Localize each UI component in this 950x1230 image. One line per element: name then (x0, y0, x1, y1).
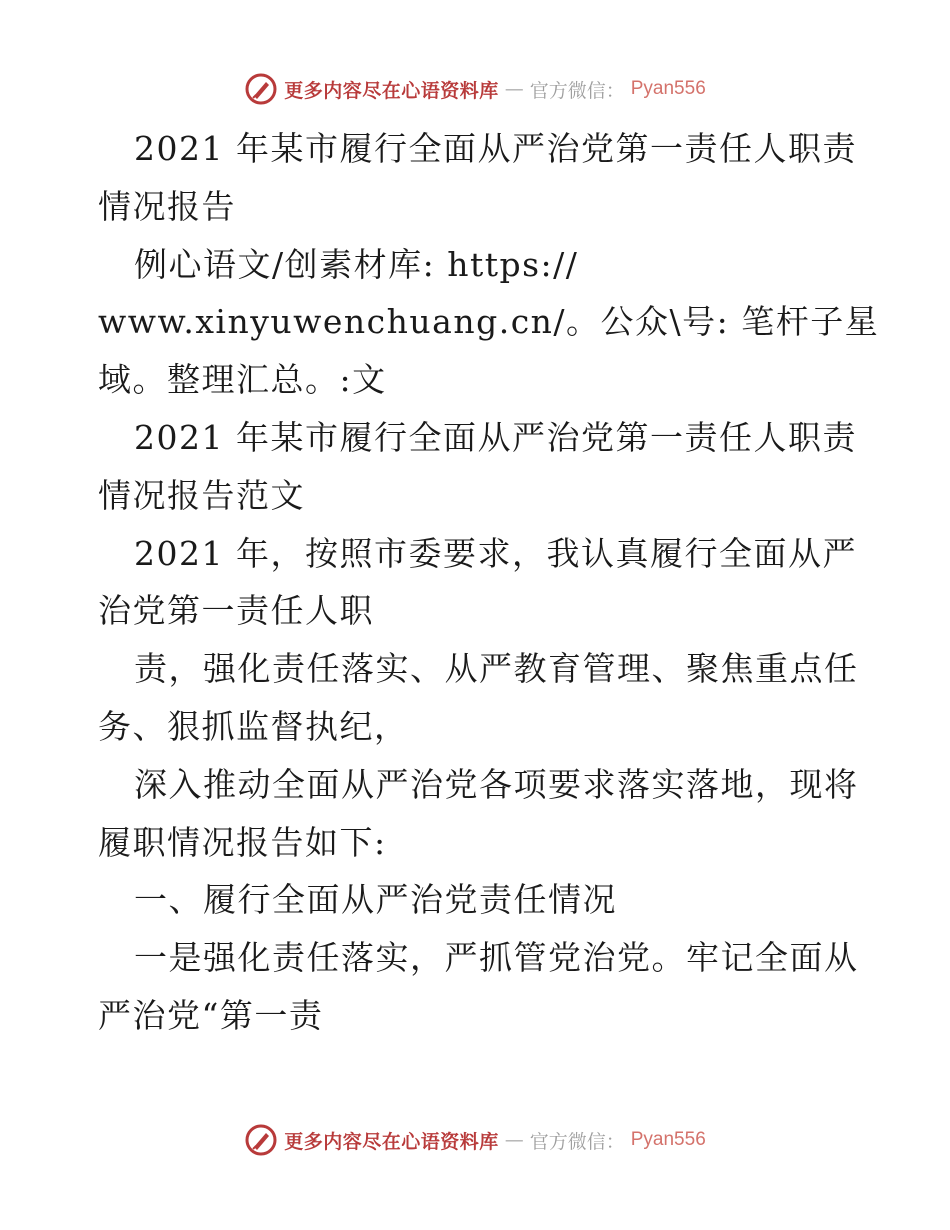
watermark-site-text: 更多内容尽在心语资料库 (284, 79, 499, 102)
watermark-site-text: 更多内容尽在心语资料库 (284, 1130, 499, 1153)
header-watermark (0, 72, 950, 106)
paragraph-line: 务、狠抓监督执纪， (98, 706, 409, 746)
watermark-contact-label: 官方微信： (529, 1130, 625, 1153)
watermark-separator: — (504, 78, 524, 100)
paragraph-line: 2021 年，按照市委要求，我认真履行全面从严 (134, 533, 857, 573)
source-line-3: 域。整理汇总。:文 (98, 360, 387, 400)
paragraph-line: 责，强化责任落实、从严教育管理、聚焦重点任 (134, 649, 859, 689)
paragraph-line: 深入推动全面从严治党各项要求落实落地，现将 (134, 764, 859, 804)
watermark-contact-label: 官方微信： (529, 79, 625, 102)
quill-pen-circle-icon (244, 1123, 278, 1157)
paragraph-line: 一是强化责任落实，严抓管党治党。牢记全面从 (134, 938, 859, 978)
paragraph-line: 严治党“第一责 (98, 995, 324, 1035)
source-line-2: www.xinyuwenchuang.cn/。公众\号: 笔杆子星 (98, 302, 880, 342)
paragraph-line: 履职情况报告如下: (98, 822, 387, 862)
subtitle-line-1: 2021 年某市履行全面从严治党第一责任人职责 (134, 417, 857, 457)
section-heading: 一、履行全面从严治党责任情况 (134, 880, 617, 920)
watermark-contact-id: Pyan556 (630, 78, 706, 99)
watermark-separator: — (504, 1129, 524, 1151)
source-line-1: 例心语文/创素材库: https:// (134, 244, 579, 284)
quill-pen-circle-icon (244, 72, 278, 106)
title-line-1: 2021 年某市履行全面从严治党第一责任人职责 (134, 129, 857, 168)
document-body (98, 120, 880, 1045)
watermark-contact-id: Pyan556 (630, 1129, 706, 1150)
footer-watermark (0, 1123, 950, 1157)
paragraph-line: 治党第一责任人职 (98, 591, 374, 631)
subtitle-line-2: 情况报告范文 (98, 475, 305, 515)
title-line-2: 情况报告 (98, 186, 236, 226)
